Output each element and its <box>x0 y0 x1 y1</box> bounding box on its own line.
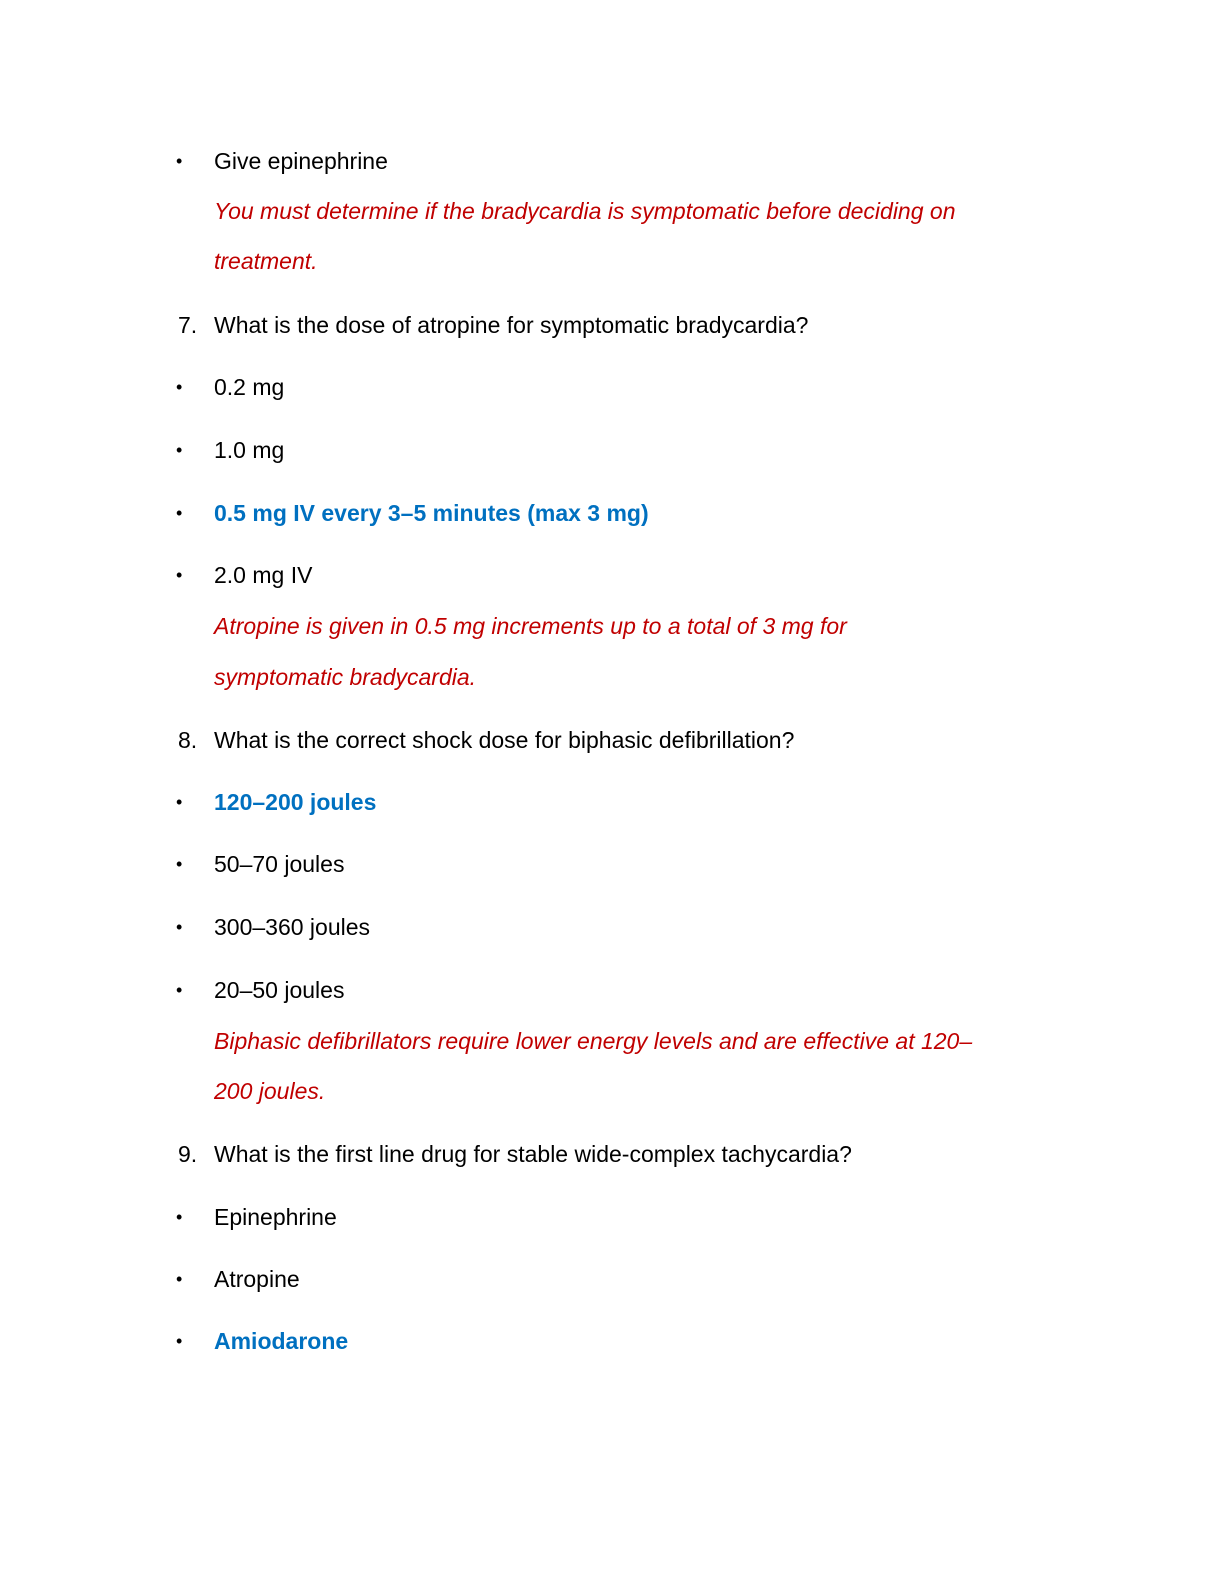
answer-option: 0.2 mg <box>214 374 285 400</box>
question-text: What is the correct shock dose for biphasic defibrillation? <box>214 727 795 753</box>
answer-option: 1.0 mg <box>214 437 285 463</box>
bullet-marker: • <box>176 917 183 937</box>
bullet-marker: • <box>176 503 183 523</box>
bullet-marker: • <box>176 980 183 1000</box>
correct-answer-option: Amiodarone <box>214 1328 349 1354</box>
explanation-text: symptomatic bradycardia. <box>214 664 477 690</box>
bullet-marker: • <box>176 792 183 812</box>
question-number: 8. <box>178 727 198 753</box>
answer-option: Epinephrine <box>214 1204 337 1230</box>
bullet-marker: • <box>176 377 183 397</box>
answer-option: 300–360 joules <box>214 914 371 940</box>
explanation-text: You must determine if the bradycardia is symptomatic before deciding on <box>214 198 956 224</box>
explanation-text: Atropine is given in 0.5 mg increments up to a total of 3 mg for <box>214 613 847 639</box>
bullet-marker: • <box>176 854 183 874</box>
answer-option: Give epinephrine <box>214 148 388 174</box>
bullet-marker: • <box>176 1269 183 1289</box>
answer-option: 50–70 joules <box>214 851 345 877</box>
bullet-marker: • <box>176 565 183 585</box>
correct-answer-option: 0.5 mg IV every 3–5 minutes (max 3 mg) <box>214 500 649 526</box>
question-number: 9. <box>178 1141 198 1167</box>
question-text: What is the first line drug for stable wide-complex tachycardia? <box>214 1141 852 1167</box>
explanation-text: Biphasic defibrillators require lower energy levels and are effective at 120– <box>214 1028 973 1054</box>
bullet-marker: • <box>176 1331 183 1351</box>
answer-option: 2.0 mg IV <box>214 562 313 588</box>
bullet-marker: • <box>176 440 183 460</box>
answer-option: 20–50 joules <box>214 977 345 1003</box>
question-number: 7. <box>178 312 198 338</box>
bullet-marker: • <box>176 1207 183 1227</box>
bullet-marker: • <box>176 151 183 171</box>
question-text: What is the dose of atropine for symptomatic bradycardia? <box>214 312 809 338</box>
explanation-text: treatment. <box>214 248 318 274</box>
correct-answer-option: 120–200 joules <box>214 789 377 815</box>
answer-option: Atropine <box>214 1266 300 1292</box>
explanation-text: 200 joules. <box>214 1078 326 1104</box>
